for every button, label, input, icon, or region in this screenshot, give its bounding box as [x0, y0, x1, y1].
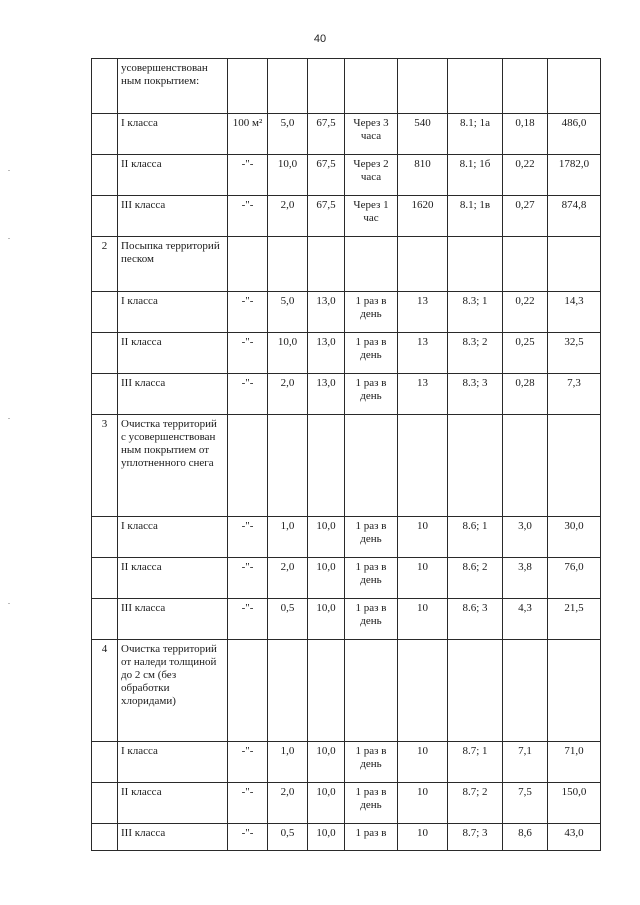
- class-name-cell: I класса: [118, 114, 228, 155]
- total-cell: 7,3: [548, 374, 601, 415]
- row-number-cell: [92, 374, 118, 415]
- value-cell: 10,0: [308, 558, 345, 599]
- table-row: [92, 742, 601, 783]
- row-number-cell: [92, 599, 118, 640]
- value-cell: [398, 415, 448, 517]
- total-cell: 43,0: [548, 824, 601, 851]
- unit-cell: -"-: [228, 558, 268, 599]
- value-cell: [268, 237, 308, 292]
- value-cell: [308, 415, 345, 517]
- row-number-cell: [92, 333, 118, 374]
- table-row: [92, 333, 601, 374]
- value-cell: 1,0: [268, 742, 308, 783]
- frequency-cell: [345, 59, 398, 114]
- total-cell: [548, 415, 601, 517]
- unit-cell: -"-: [228, 599, 268, 640]
- scan-mark: [8, 238, 10, 239]
- section-title-cell: Очистка территорий от наледи толщиной до 2 см (без обработки хлоридами): [118, 640, 228, 742]
- value-cell: 3,8: [503, 558, 548, 599]
- code-cell: [448, 415, 503, 517]
- total-cell: 21,5: [548, 599, 601, 640]
- code-cell: 8.1; 1а: [448, 114, 503, 155]
- value-cell: 8,6: [503, 824, 548, 851]
- row-number-cell: [92, 558, 118, 599]
- class-name-cell: II класса: [118, 155, 228, 196]
- value-cell: [503, 640, 548, 742]
- value-cell: [268, 415, 308, 517]
- value-cell: [398, 640, 448, 742]
- frequency-cell: 1 раз в день: [345, 374, 398, 415]
- unit-cell: -"-: [228, 824, 268, 851]
- value-cell: 2,0: [268, 196, 308, 237]
- value-cell: 540: [398, 114, 448, 155]
- code-cell: [448, 640, 503, 742]
- total-cell: 486,0: [548, 114, 601, 155]
- value-cell: 10,0: [308, 783, 345, 824]
- value-cell: 10,0: [308, 742, 345, 783]
- code-cell: 8.6; 2: [448, 558, 503, 599]
- value-cell: 10,0: [268, 155, 308, 196]
- frequency-cell: 1 раз в день: [345, 783, 398, 824]
- value-cell: 13,0: [308, 292, 345, 333]
- code-cell: 8.1; 1в: [448, 196, 503, 237]
- frequency-cell: 1 раз в день: [345, 333, 398, 374]
- unit-cell: -"-: [228, 292, 268, 333]
- class-name-cell: III класса: [118, 824, 228, 851]
- value-cell: 10,0: [308, 599, 345, 640]
- class-name-cell: II класса: [118, 333, 228, 374]
- total-cell: [548, 640, 601, 742]
- code-cell: 8.7; 2: [448, 783, 503, 824]
- value-cell: 0,5: [268, 824, 308, 851]
- code-cell: 8.3; 3: [448, 374, 503, 415]
- code-cell: 8.7; 1: [448, 742, 503, 783]
- class-name-cell: I класса: [118, 517, 228, 558]
- unit-cell: 100 м²: [228, 114, 268, 155]
- code-cell: 8.7; 3: [448, 824, 503, 851]
- value-cell: 13,0: [308, 333, 345, 374]
- value-cell: [503, 59, 548, 114]
- unit-cell: [228, 640, 268, 742]
- row-number-cell: 2: [92, 237, 118, 292]
- class-name-cell: II класса: [118, 783, 228, 824]
- frequency-cell: 1 раз в: [345, 824, 398, 851]
- code-cell: 8.1; 1б: [448, 155, 503, 196]
- value-cell: 0,25: [503, 333, 548, 374]
- value-cell: 3,0: [503, 517, 548, 558]
- total-cell: 30,0: [548, 517, 601, 558]
- unit-cell: -"-: [228, 374, 268, 415]
- code-cell: 8.3; 1: [448, 292, 503, 333]
- table-row: [92, 517, 601, 558]
- value-cell: 10: [398, 599, 448, 640]
- value-cell: 13: [398, 333, 448, 374]
- frequency-cell: 1 раз в день: [345, 558, 398, 599]
- code-cell: 8.6; 1: [448, 517, 503, 558]
- value-cell: 67,5: [308, 155, 345, 196]
- frequency-cell: [345, 640, 398, 742]
- value-cell: 10: [398, 517, 448, 558]
- value-cell: 1620: [398, 196, 448, 237]
- unit-cell: -"-: [228, 517, 268, 558]
- frequency-cell: Через 2 часа: [345, 155, 398, 196]
- row-number-cell: [92, 114, 118, 155]
- value-cell: [308, 640, 345, 742]
- table-row: [92, 824, 601, 851]
- unit-cell: [228, 59, 268, 114]
- table-row: [92, 155, 601, 196]
- section-title-cell: усовершенствован ным покрытием:: [118, 59, 228, 114]
- table-row: [92, 374, 601, 415]
- value-cell: 0,18: [503, 114, 548, 155]
- total-cell: 150,0: [548, 783, 601, 824]
- table-section-row: [92, 59, 601, 114]
- value-cell: [268, 640, 308, 742]
- row-number-cell: [92, 155, 118, 196]
- table-row: [92, 558, 601, 599]
- value-cell: 67,5: [308, 114, 345, 155]
- value-cell: [268, 59, 308, 114]
- row-number-cell: [92, 517, 118, 558]
- total-cell: [548, 237, 601, 292]
- scan-mark: [8, 170, 10, 171]
- code-cell: [448, 237, 503, 292]
- value-cell: [308, 59, 345, 114]
- value-cell: 10,0: [308, 517, 345, 558]
- unit-cell: -"-: [228, 742, 268, 783]
- value-cell: 4,3: [503, 599, 548, 640]
- unit-cell: -"-: [228, 333, 268, 374]
- unit-cell: -"-: [228, 155, 268, 196]
- page-number: 40: [313, 33, 327, 45]
- table-section-row: [92, 237, 601, 292]
- unit-cell: [228, 415, 268, 517]
- value-cell: 67,5: [308, 196, 345, 237]
- value-cell: [308, 237, 345, 292]
- section-title-cell: Очистка территорий с усовершенствован ным покрытием от уплотненного снега: [118, 415, 228, 517]
- value-cell: 5,0: [268, 292, 308, 333]
- value-cell: 0,27: [503, 196, 548, 237]
- value-cell: 2,0: [268, 374, 308, 415]
- row-number-cell: [92, 292, 118, 333]
- frequency-cell: 1 раз в день: [345, 599, 398, 640]
- value-cell: [398, 59, 448, 114]
- total-cell: 71,0: [548, 742, 601, 783]
- total-cell: 1782,0: [548, 155, 601, 196]
- value-cell: 0,22: [503, 155, 548, 196]
- value-cell: 10,0: [268, 333, 308, 374]
- scan-mark: [8, 418, 10, 419]
- value-cell: 0,5: [268, 599, 308, 640]
- value-cell: 10: [398, 742, 448, 783]
- row-number-cell: [92, 742, 118, 783]
- total-cell: 32,5: [548, 333, 601, 374]
- table-row: [92, 114, 601, 155]
- value-cell: 10,0: [308, 824, 345, 851]
- value-cell: 10: [398, 824, 448, 851]
- row-number-cell: [92, 59, 118, 114]
- row-number-cell: 3: [92, 415, 118, 517]
- row-number-cell: 4: [92, 640, 118, 742]
- frequency-cell: 1 раз в день: [345, 292, 398, 333]
- value-cell: 7,5: [503, 783, 548, 824]
- value-cell: 7,1: [503, 742, 548, 783]
- value-cell: 1,0: [268, 517, 308, 558]
- unit-cell: [228, 237, 268, 292]
- code-cell: 8.6; 3: [448, 599, 503, 640]
- frequency-cell: 1 раз в день: [345, 517, 398, 558]
- total-cell: [548, 59, 601, 114]
- frequency-cell: Через 3 часа: [345, 114, 398, 155]
- unit-cell: -"-: [228, 196, 268, 237]
- value-cell: 5,0: [268, 114, 308, 155]
- code-cell: [448, 59, 503, 114]
- value-cell: 13,0: [308, 374, 345, 415]
- value-cell: 0,22: [503, 292, 548, 333]
- section-title-cell: Посыпка территорий песком: [118, 237, 228, 292]
- row-number-cell: [92, 824, 118, 851]
- table-section-row: [92, 415, 601, 517]
- class-name-cell: III класса: [118, 599, 228, 640]
- value-cell: 810: [398, 155, 448, 196]
- value-cell: 10: [398, 558, 448, 599]
- class-name-cell: III класса: [118, 374, 228, 415]
- value-cell: 2,0: [268, 558, 308, 599]
- code-cell: 8.3; 2: [448, 333, 503, 374]
- row-number-cell: [92, 783, 118, 824]
- unit-cell: -"-: [228, 783, 268, 824]
- value-cell: 0,28: [503, 374, 548, 415]
- table-row: [92, 599, 601, 640]
- total-cell: 874,8: [548, 196, 601, 237]
- total-cell: 76,0: [548, 558, 601, 599]
- scan-mark: [8, 603, 10, 604]
- frequency-cell: Через 1 час: [345, 196, 398, 237]
- value-cell: 2,0: [268, 783, 308, 824]
- value-cell: [398, 237, 448, 292]
- table-row: [92, 196, 601, 237]
- value-cell: 10: [398, 783, 448, 824]
- work-norms-table: [91, 58, 601, 851]
- frequency-cell: [345, 415, 398, 517]
- value-cell: 13: [398, 374, 448, 415]
- class-name-cell: III класса: [118, 196, 228, 237]
- value-cell: [503, 237, 548, 292]
- row-number-cell: [92, 196, 118, 237]
- class-name-cell: II класса: [118, 558, 228, 599]
- frequency-cell: 1 раз в день: [345, 742, 398, 783]
- frequency-cell: [345, 237, 398, 292]
- table-section-row: [92, 640, 601, 742]
- table-row: [92, 292, 601, 333]
- class-name-cell: I класса: [118, 742, 228, 783]
- table-row: [92, 783, 601, 824]
- total-cell: 14,3: [548, 292, 601, 333]
- value-cell: [503, 415, 548, 517]
- value-cell: 13: [398, 292, 448, 333]
- class-name-cell: I класса: [118, 292, 228, 333]
